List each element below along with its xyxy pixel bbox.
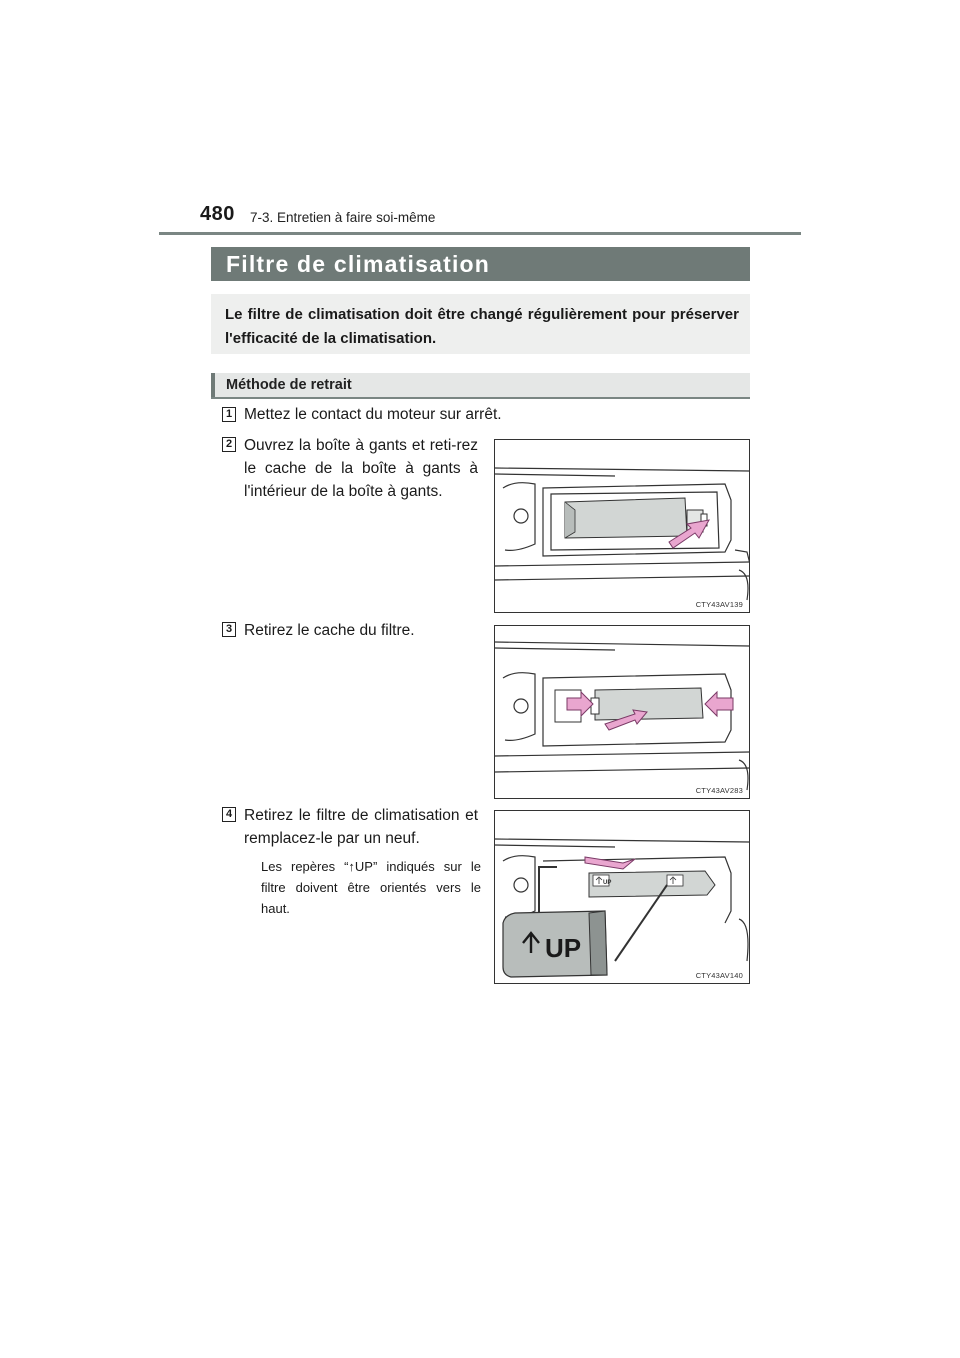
figure-code-3: CTY43AV140	[695, 971, 743, 980]
step-badge-3: 3	[222, 622, 236, 637]
subheading-text: Méthode de retrait	[226, 377, 352, 393]
intro-text: Le filtre de climatisation doit être changé régulièrement pour préserver l'efficacité de la climatisation.	[225, 306, 739, 347]
page-title: Filtre de climatisation	[226, 251, 491, 277]
step-badge-4: 4	[222, 807, 236, 822]
step-badge-1: 1	[222, 407, 236, 422]
figure-glovebox-cover	[494, 439, 750, 613]
subheading	[211, 373, 750, 399]
figure-code-1: CTY43AV139	[695, 600, 743, 609]
step-badge-2: 2	[222, 437, 236, 452]
subheading-accent	[211, 373, 215, 397]
step-text-3: Retirez le cache du filtre.	[244, 622, 415, 639]
arrow-press-right	[705, 692, 733, 716]
header-rule	[159, 232, 801, 235]
figure-filter-cover	[494, 625, 750, 799]
filter-replace-illustration	[495, 811, 750, 984]
filter-up-mark-small: UP	[603, 880, 612, 886]
intro-box	[211, 294, 750, 354]
step-text-4: Retirez le filtre de climatisation et remplacez-le par un neuf.	[244, 807, 478, 847]
filter-up-mark-large: UP	[545, 933, 582, 963]
section-label: 7-3. Entretien à faire soi-même	[250, 210, 436, 225]
filter-cover-illustration	[495, 626, 750, 799]
step-text-2: Ouvrez la boîte à gants et reti-rez le cache de la boîte à gants à l'intérieur de la boîte à gants.	[244, 437, 478, 500]
title-bar	[211, 247, 750, 281]
step-text-1: Mettez le contact du moteur sur arrêt.	[244, 406, 502, 423]
page-number: 480	[200, 203, 235, 225]
step-note-4: Les repères “↑UP” indiqués sur le filtre doivent être orientés vers le haut.	[261, 859, 481, 916]
figure-filter-replace	[494, 810, 750, 984]
glovebox-cover-illustration	[495, 440, 750, 613]
figure-code-2: CTY43AV283	[695, 786, 743, 795]
